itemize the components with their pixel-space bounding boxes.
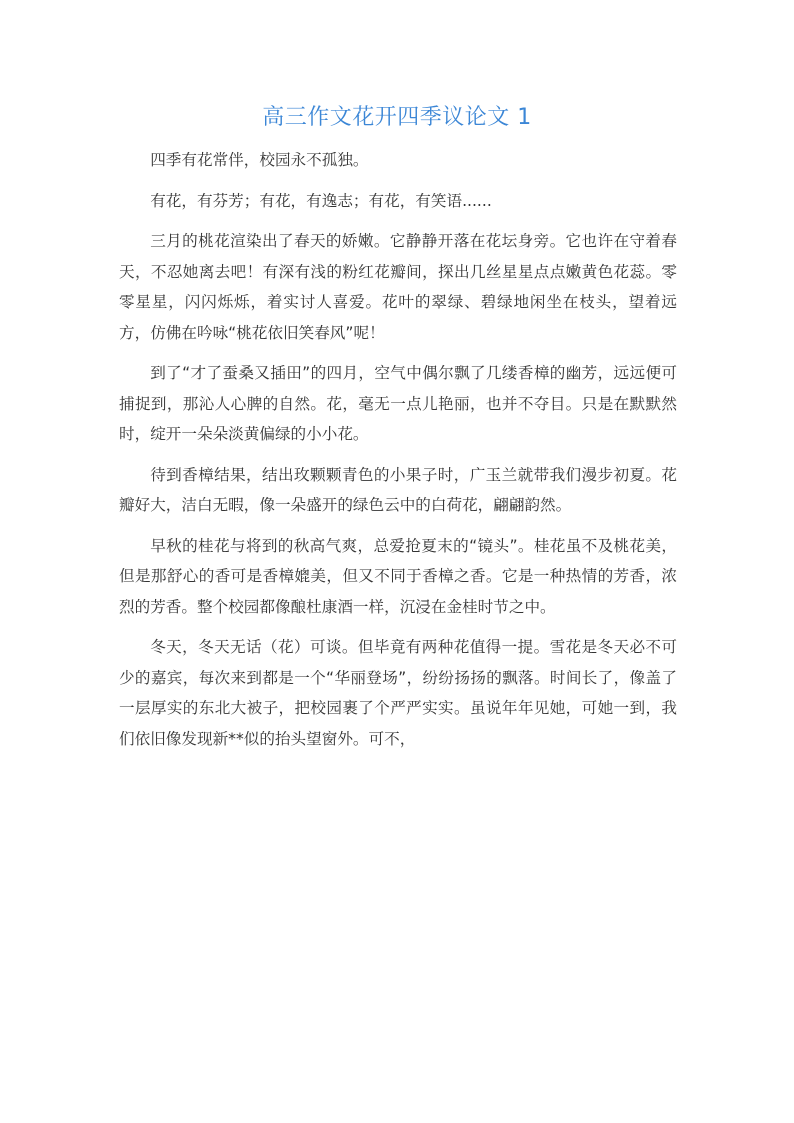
paragraph-1: 四季有花常伴，校园永不孤独。 bbox=[150, 151, 369, 169]
paragraph-4: 到了“才了蚕桑又插田”的四月，空气中偶尔飘了几缕香樟的幽芳，远远便可捕捉到，那沁人心脾的自然。花，毫无一点儿艳丽，也并不夺目。只是在默默然时，绽开一朵朵淡黄偏绿的小小花。 bbox=[119, 364, 677, 443]
paragraph-6: 早秋的桂花与将到的秋高气爽，总爱抢夏末的“镜头”。桂花虽不及桃花美，但是那舒心的香可是香樟媲美，但又不同于香樟之香。它是一种热情的芳香，浓烈的芳香。整个校园都像酿杜康酒一样，沉浸在金桂时节之中。 bbox=[119, 536, 677, 616]
paragraph-5: 待到香樟结果，结出玫颗颗青色的小果子时，广玉兰就带我们漫步初夏。花瓣好大，洁白无暇，像一朵盛开的绿色云中的白荷花，翩翩韵然。 bbox=[119, 465, 677, 514]
paragraph-3: 三月的桃花渲染出了春天的娇嫩。它静静开落在花坛身旁。它也许在守着春天，不忍她离去吧！有深有浅的粉红花瓣间，探出几丝星星点点嫩黄色花蕊。零零星星，闪闪烁烁，着实讨人喜爱。花叶的翠绿、碧绿地闲坐在枝头，望着远方，仿佛在吟咏“桃花依旧笑春风”呢！ bbox=[119, 232, 677, 342]
paragraph-7: 冬天，冬天无话（花）可谈。但毕竟有两种花值得一提。雪花是冬天必不可少的嘉宾，每次来到都是一个“华丽登场”，纷纷扬扬的飘落。时间长了，像盖了一层厚实的东北大被子，把校园裹了个严严实实。虽说年年见她，可她一到，我们依旧像发现新**似的抬头望窗外。可不， bbox=[119, 638, 677, 748]
paragraph-2: 有花，有芬芳；有花，有逸志；有花，有笑语...... bbox=[150, 191, 492, 210]
document-title: 高三作文花开四季议论文 1 bbox=[262, 105, 532, 130]
document-body bbox=[119, 145, 677, 764]
